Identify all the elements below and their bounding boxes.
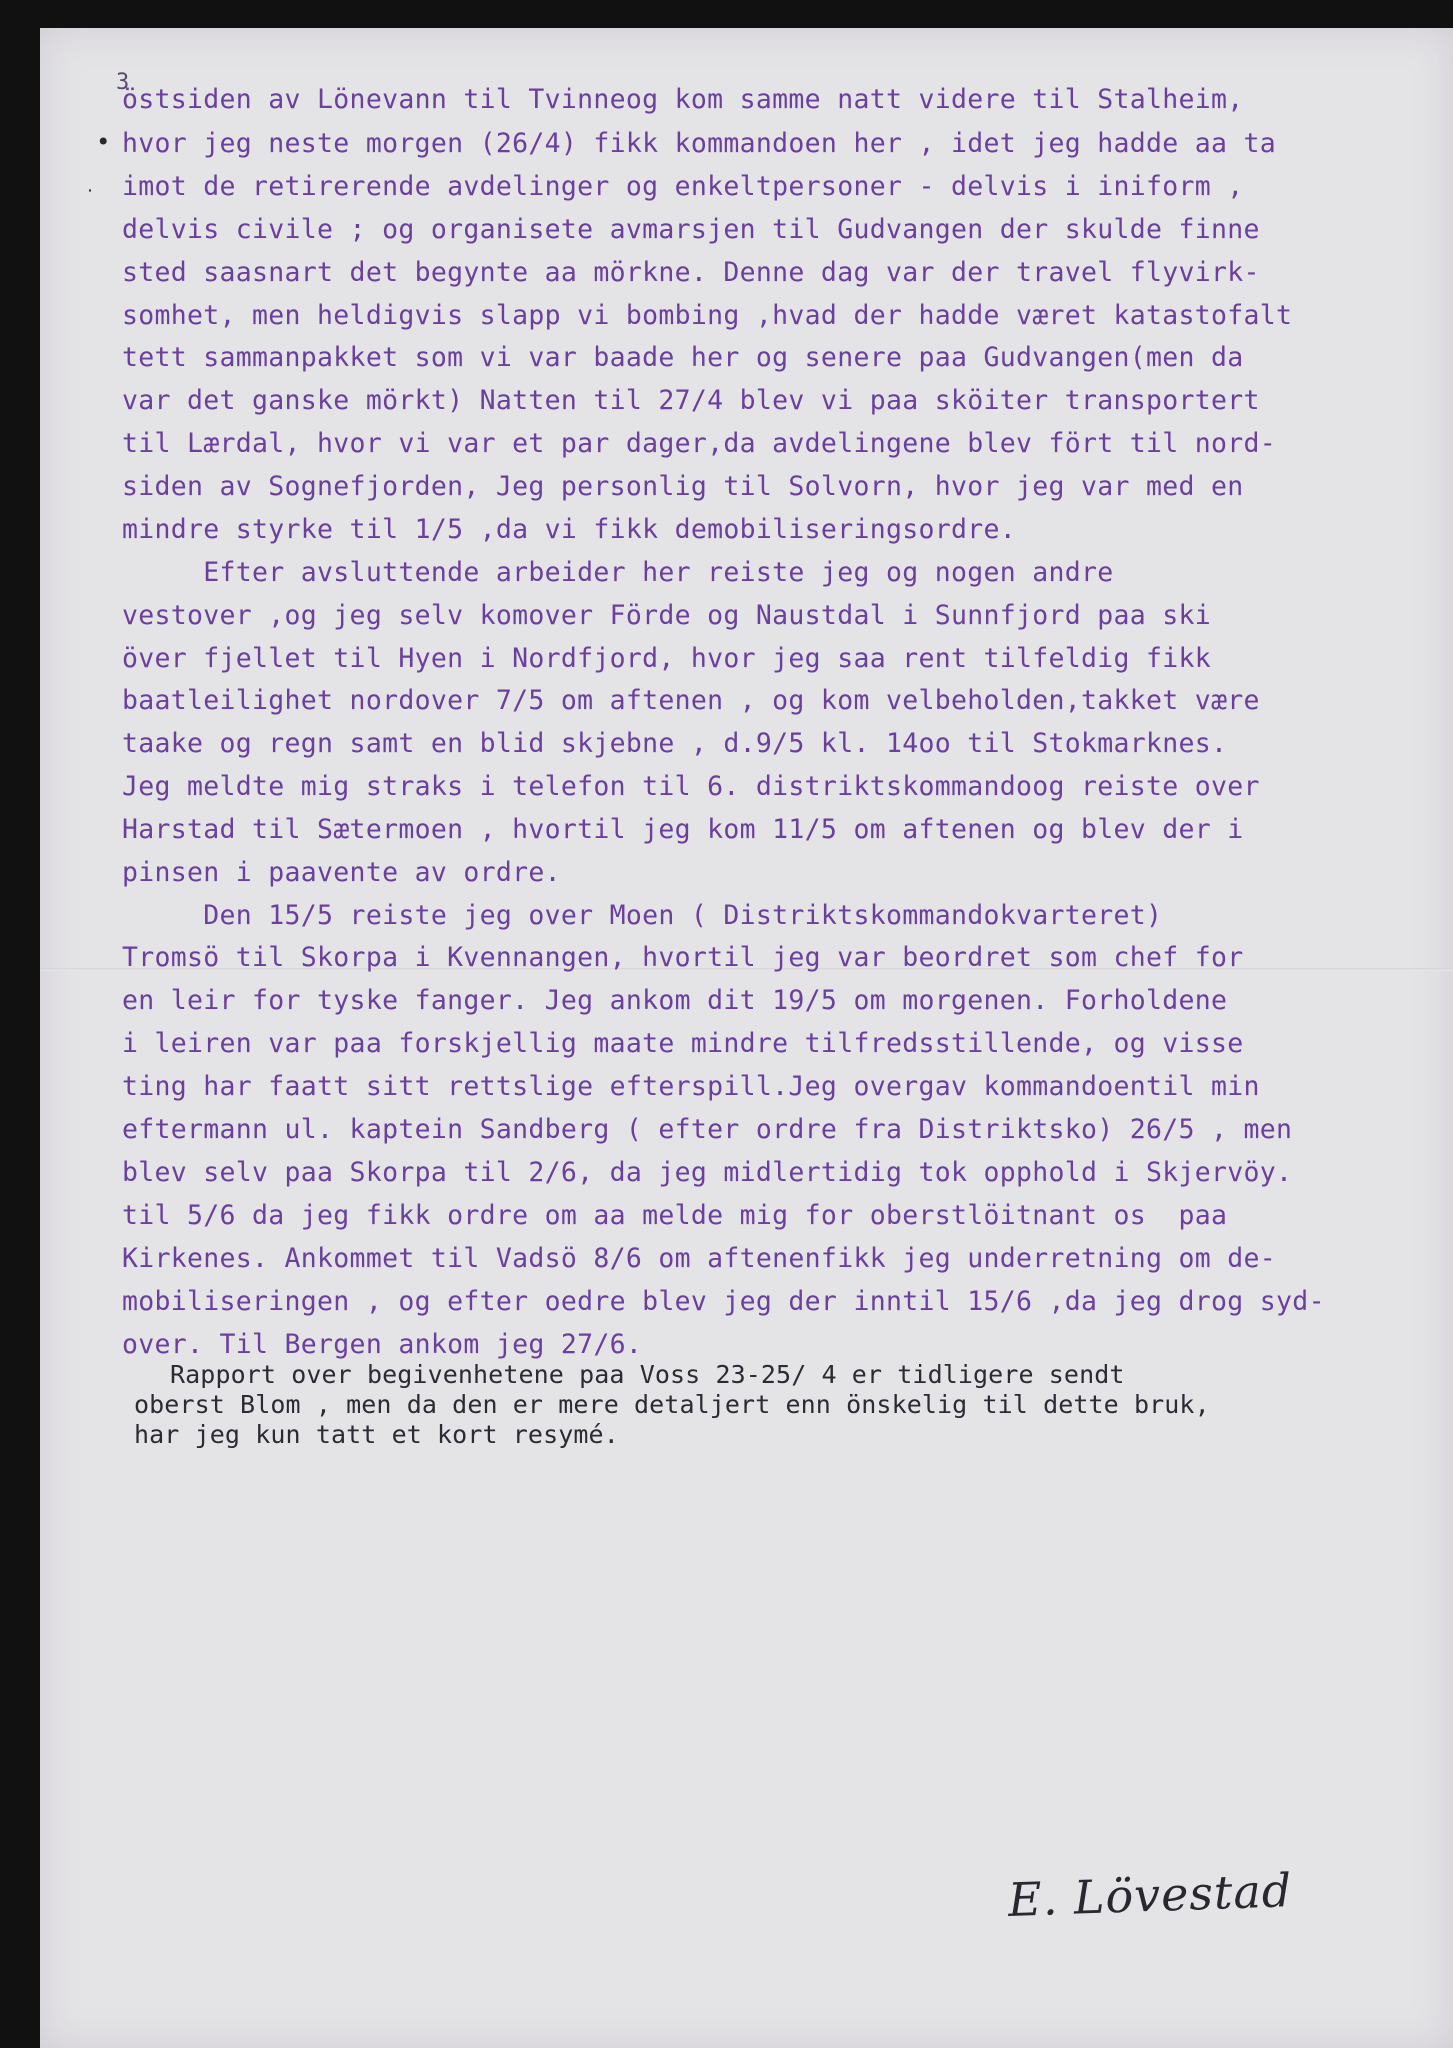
text-line: over. Til Bergen ankom jeg 27/6. [122,1329,643,1360]
text-line: östsiden av Lönevann til Tvinneog kom samme natt videre til Stalheim, [122,84,1244,115]
text-line: mobiliseringen , og efter oedre blev jeg der inntil 15/6 ,da jeg drog syd- [122,1286,1325,1317]
text-line: somhet, men heldigvis slapp vi bombing ,hvad der hadde været katastofalt [122,300,1293,331]
text-line: i leiren var paa forskjellig maate mindre tilfredsstillende, og visse [122,1028,1244,1059]
text-line: sted saasnart det begynte aa mörkne. Denne dag var der travel flyvirk- [122,257,1260,288]
note-line: Rapport over begivenhetene paa Voss 23-25/ 4 er tidligere sendt [170,1360,1125,1389]
note-line: oberst Blom , men da den er mere detaljert enn önskelig til dette bruk, [134,1390,1210,1419]
text-line: mindre styrke til 1/5 ,da vi fikk demobiliseringsordre. [122,514,1016,545]
text-line: blev selv paa Skorpa til 2/6, da jeg midlertidig tok opphold i Skjervöy. [122,1157,1293,1188]
margin-tick-mark: ˙ [84,186,97,210]
text-line: Jeg meldte mig straks i telefon til 6. distriktskommandoog reiste over [122,771,1260,802]
text-line: delvis civile ; og organisete avmarsjen til Gudvangen der skulde finne [122,214,1260,245]
text-line: Kirkenes. Ankommet til Vadsö 8/6 om aftenenfikk jeg underretning om de- [122,1243,1277,1274]
text-line: eftermann ul. kaptein Sandberg ( efter ordre fra Distriktsko) 26/5 , men [122,1114,1293,1145]
text-line: taake og regn samt en blid skjebne , d.9/5 kl. 14oo til Stokmarknes. [122,728,1228,759]
handwritten-signature: E. Lövestad [1007,1863,1294,1927]
text-line: vestover ,og jeg selv komover Förde og Naustdal i Sunnfjord paa ski [122,600,1212,631]
text-line: Tromsö til Skorpa i Kvennangen, hvortil jeg var beordret som chef for [122,942,1244,973]
text-line: til 5/6 da jeg fikk ordre om aa melde mig for oberstlöitnant os paa [122,1200,1228,1231]
note-line: har jeg kun tatt et kort resymé. [134,1420,619,1449]
text-line: siden av Sognefjorden, Jeg personlig til Solvorn, hvor jeg var med en [122,471,1244,502]
document-page [40,28,1453,2048]
text-line: imot de retirerende avdelinger og enkeltpersoner - delvis i iniform , [122,171,1244,202]
text-line: tett sammanpakket som vi var baade her og senere paa Gudvangen(men da [122,342,1244,373]
text-line: en leir for tyske fanger. Jeg ankom dit 19/5 om morgenen. Forholdene [122,985,1228,1016]
text-line: hvor jeg neste morgen (26/4) fikk kommandoen her , idet jeg hadde aa ta [122,128,1277,159]
text-line: baatleilighet nordover 7/5 om aftenen , og kom velbeholden,takket være [122,685,1260,716]
text-line: Harstad til Sætermoen , hvortil jeg kom 11/5 om aftenen og blev der i [122,814,1244,845]
text-line: til Lærdal, hvor vi var et par dager,da avdelingene blev fört til nord- [122,428,1277,459]
text-line: pinsen i paavente av ordre. [122,857,561,888]
text-line: Efter avsluttende arbeider her reiste jeg og nogen andre [122,557,1114,588]
text-line: över fjellet til Hyen i Nordfjord, hvor jeg saa rent tilfeldig fikk [122,643,1212,674]
page-number: 3 [116,70,130,95]
margin-dot-mark: • [96,128,111,156]
text-line: var det ganske mörkt) Natten til 27/4 blev vi paa sköiter transportert [122,385,1260,416]
text-line: Den 15/5 reiste jeg over Moen ( Distriktskommandokvarteret) [122,900,1163,931]
text-line: ting har faatt sitt rettslige efterspill.Jeg overgav kommandoentil min [122,1071,1260,1102]
